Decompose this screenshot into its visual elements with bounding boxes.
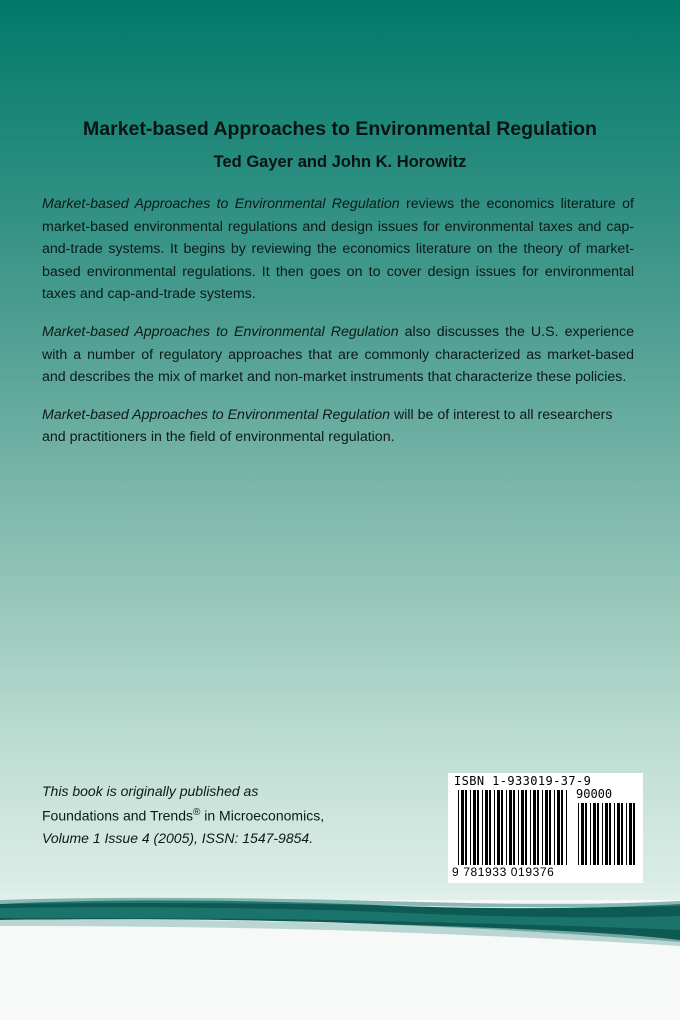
barcode-stripe bbox=[470, 790, 471, 865]
barcode-stripe bbox=[537, 790, 539, 865]
barcode-stripe bbox=[530, 790, 531, 865]
publication-note-line-2 bbox=[42, 802, 372, 827]
barcode-stripe bbox=[626, 803, 627, 865]
barcode-stripe bbox=[549, 790, 551, 865]
description-paragraph-1 bbox=[42, 193, 634, 306]
barcode-stripe bbox=[597, 803, 599, 865]
publication-note bbox=[42, 780, 372, 849]
barcode-stripe bbox=[482, 790, 483, 865]
barcode-stripe bbox=[629, 803, 632, 865]
barcode-stripe bbox=[465, 790, 467, 865]
decorative-swoosh bbox=[0, 896, 680, 956]
publication-note-line-1: This book is originally published as bbox=[42, 783, 259, 799]
barcode-stripe bbox=[633, 803, 635, 865]
barcode-stripe bbox=[605, 803, 608, 865]
registered-mark: ® bbox=[193, 807, 201, 818]
barcode-stripe bbox=[501, 790, 503, 865]
barcode-stripe bbox=[506, 790, 507, 865]
barcode-stripe bbox=[578, 803, 579, 865]
barcode-stripe bbox=[581, 803, 584, 865]
barcode-stripe bbox=[525, 790, 527, 865]
barcode-stripe bbox=[609, 803, 611, 865]
barcode-stripe bbox=[489, 790, 491, 865]
barcode-stripe bbox=[585, 803, 587, 865]
barcode-stripe bbox=[542, 790, 543, 865]
barcode-stripe bbox=[458, 790, 459, 865]
book-authors: Ted Gayer and John K. Horowitz bbox=[213, 153, 467, 171]
italic-title: Market-based Approaches to Environmental Regulation bbox=[42, 323, 399, 340]
barcode-stripe bbox=[461, 790, 464, 865]
paragraph-text: will be of interest to all researchers and practitioners in the field of environmental regulation. bbox=[42, 406, 613, 446]
ean-digits: 9 781933 019376 bbox=[452, 865, 555, 879]
barcode-stripe bbox=[521, 790, 524, 865]
series-field: in Microeconomics, bbox=[200, 807, 325, 824]
barcode-stripe bbox=[518, 790, 519, 865]
paragraph-text: reviews the economics literature of market-based environmental regulations and design issues for environmental taxes and cap-and-trade systems. It begins by reviewing the economics literature on the theory of market-based environmental regulations. It then goes on to cover design issues for environmental taxes and cap-and-trade systems. bbox=[42, 196, 634, 303]
barcode-stripe bbox=[602, 803, 603, 865]
barcode-stripe bbox=[533, 790, 536, 865]
description-paragraph-2 bbox=[42, 321, 634, 389]
series-name: Foundations and Trends bbox=[42, 807, 193, 824]
barcode-stripe bbox=[566, 790, 567, 865]
barcode-stripe bbox=[494, 790, 495, 865]
italic-title: Market-based Approaches to Environmental Regulation bbox=[42, 406, 391, 423]
barcode-stripe bbox=[561, 790, 563, 865]
barcode-stripe bbox=[621, 803, 623, 865]
barcode-stripe bbox=[477, 790, 479, 865]
description bbox=[42, 193, 634, 464]
barcode-stripe bbox=[617, 803, 620, 865]
paragraph-text: also discusses the U.S. experience with a number of regulatory approaches that are commonly characterized as market-based and describes the mix of market and non-market instruments that characterize these policies. bbox=[42, 323, 635, 386]
description-paragraph-3 bbox=[42, 404, 634, 449]
barcode-stripe bbox=[614, 803, 615, 865]
barcode-stripe bbox=[513, 790, 515, 865]
publication-note-line-3: Volume 1 Issue 4 (2005), ISSN: 1547-9854. bbox=[42, 829, 314, 846]
price-code: 90000 bbox=[576, 787, 613, 801]
book-title: Market-based Approaches to Environmental Regulation bbox=[83, 118, 597, 140]
barcode-stripe bbox=[509, 790, 512, 865]
barcode-box bbox=[448, 773, 643, 883]
italic-title: Market-based Approaches to Environmental Regulation bbox=[42, 196, 400, 212]
barcode-stripe bbox=[590, 803, 591, 865]
barcode-stripe bbox=[485, 790, 488, 865]
barcode-stripe bbox=[554, 790, 555, 865]
barcode-stripe bbox=[593, 803, 596, 865]
barcode-stripe bbox=[497, 790, 500, 865]
barcode-stripe bbox=[545, 790, 548, 865]
barcode-stripe bbox=[473, 790, 476, 865]
isbn-text: ISBN 1-933019-37-9 bbox=[454, 774, 592, 788]
barcode-stripe bbox=[557, 790, 560, 865]
